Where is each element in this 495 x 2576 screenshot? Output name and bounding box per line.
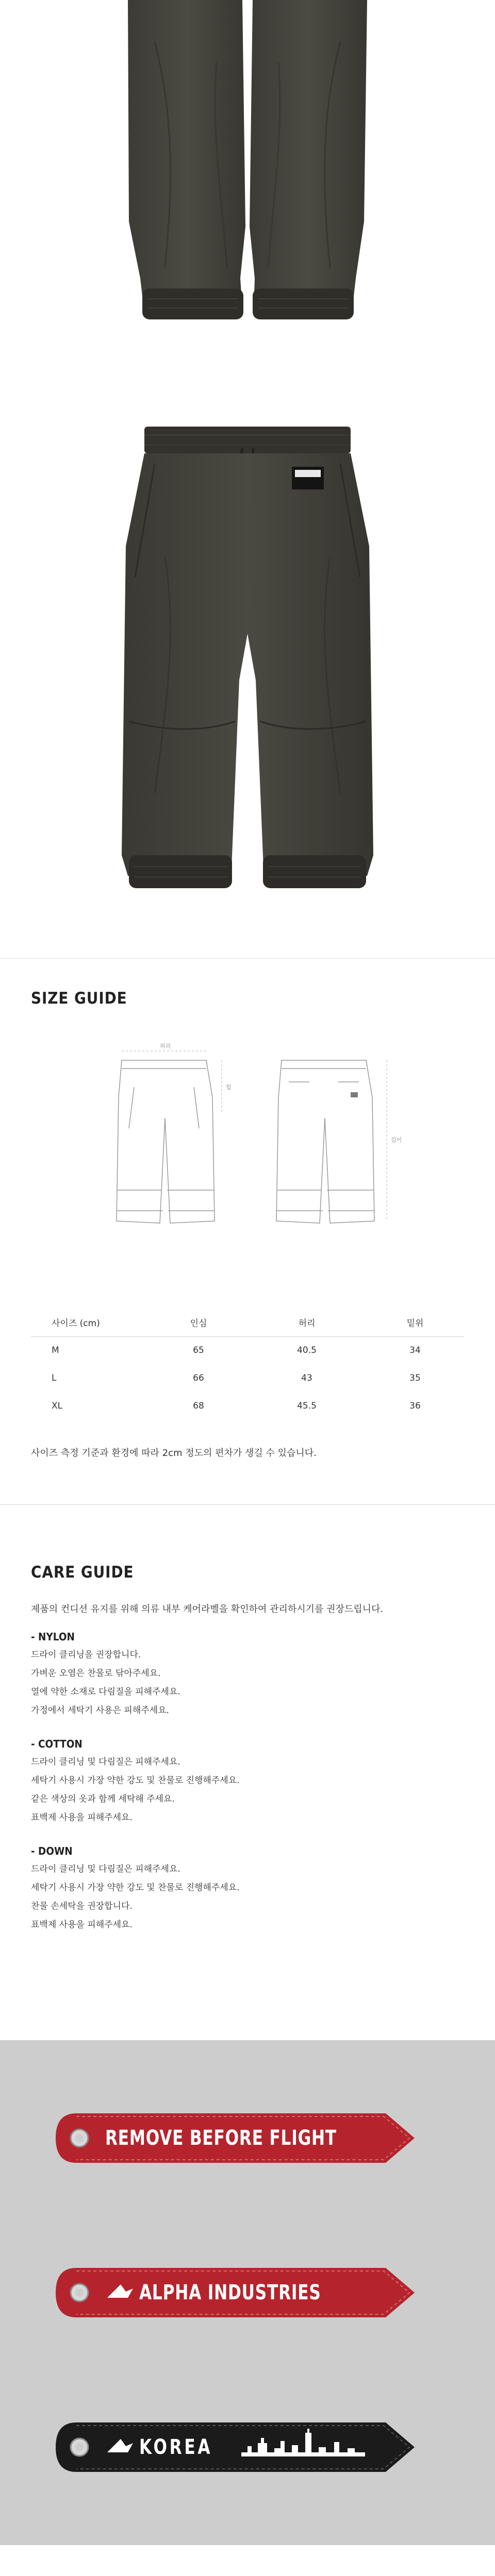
size-table-header: 밑위 [406, 1318, 424, 1329]
length-measure-label: 길이 [391, 1137, 402, 1143]
size-cell: 36 [409, 1401, 421, 1411]
table-row [31, 1364, 464, 1392]
care-line: 가정에서 세탁기 사용은 피해주세요. [31, 1705, 169, 1716]
size-guide-title: SIZE GUIDE [31, 989, 127, 1008]
size-table-header: 인심 [190, 1318, 207, 1329]
care-guide-title: CARE GUIDE [31, 1563, 134, 1582]
care-line: 같은 색상의 옷과 함께 세탁해 주세요. [31, 1794, 175, 1804]
flight-tags-banner [0, 2040, 495, 2545]
tag-text: REMOVE BEFORE FLIGHT [105, 2126, 337, 2150]
size-cell: 65 [193, 1345, 204, 1356]
size-cell: 34 [409, 1345, 421, 1356]
care-heading-cotton: - COTTON [31, 1738, 82, 1750]
size-table [31, 1309, 464, 1420]
care-line: 드라이 클리닝을 권장합니다. [31, 1650, 141, 1660]
care-heading-nylon: - NYLON [31, 1631, 75, 1643]
size-cell: 68 [193, 1401, 204, 1411]
size-table-header: 사이즈 (cm) [52, 1318, 100, 1329]
size-table-header-row [31, 1309, 464, 1336]
hip-measure-label: 힙 [226, 1084, 232, 1091]
waist-measure-label: 허리 [160, 1043, 171, 1049]
care-line: 세탁기 사용시 가장 약한 강도 및 찬물로 진행해주세요. [31, 1775, 240, 1786]
size-cell: 40.5 [297, 1345, 317, 1356]
size-note: 사이즈 측정 기준과 환경에 따라 2cm 정도의 편차가 생길 수 있습니다. [31, 1448, 317, 1459]
jogger-pants-full-image [0, 392, 495, 958]
care-line: 표백제 사용을 피해주세요. [31, 1920, 133, 1930]
jogger-pants-lower-image [0, 0, 495, 392]
care-heading-down: - DOWN [31, 1845, 73, 1857]
care-line: 표백제 사용을 피해주세요. [31, 1812, 133, 1823]
care-line: 드라이 클리닝 및 다림질은 피해주세요. [31, 1757, 180, 1767]
product-photo-back [0, 0, 495, 392]
size-cell: L [52, 1373, 57, 1383]
care-line: 세탁기 사용시 가장 약한 강도 및 찬물로 진행해주세요. [31, 1883, 240, 1893]
care-line: 찬물 손세탁을 권장합니다. [31, 1901, 133, 1911]
care-intro: 제품의 컨디션 유지를 위해 의류 내부 케어라벨을 확인하여 관리하시기를 권장드립니다. [31, 1604, 384, 1615]
table-row [31, 1392, 464, 1420]
size-table-header: 허리 [298, 1318, 316, 1329]
product-photo-front [0, 392, 495, 958]
care-guide-content [31, 1600, 464, 1934]
tag-remove-before-flight [56, 2113, 415, 2163]
tag-alpha-industries [56, 2268, 415, 2317]
tag-text: KOREA [139, 2435, 213, 2459]
size-cell: XL [52, 1401, 63, 1411]
care-line: 가벼운 오염은 찬물로 닦아주세요. [31, 1668, 161, 1679]
tag-korea [56, 2422, 415, 2472]
size-cell: 43 [301, 1373, 312, 1383]
tag-text: ALPHA INDUSTRIES [139, 2281, 321, 2304]
size-cell: M [52, 1345, 59, 1356]
section-divider [0, 1504, 495, 1505]
table-row [31, 1336, 464, 1364]
size-cell: 66 [193, 1373, 204, 1383]
section-divider [0, 958, 495, 959]
care-line: 드라이 클리닝 및 다림질은 피해주세요. [31, 1864, 180, 1874]
size-cell: 35 [409, 1373, 421, 1383]
size-cell: 45.5 [297, 1401, 317, 1411]
care-line: 열에 약한 소재로 다림질을 피해주세요. [31, 1687, 180, 1697]
size-diagram [93, 1036, 402, 1252]
